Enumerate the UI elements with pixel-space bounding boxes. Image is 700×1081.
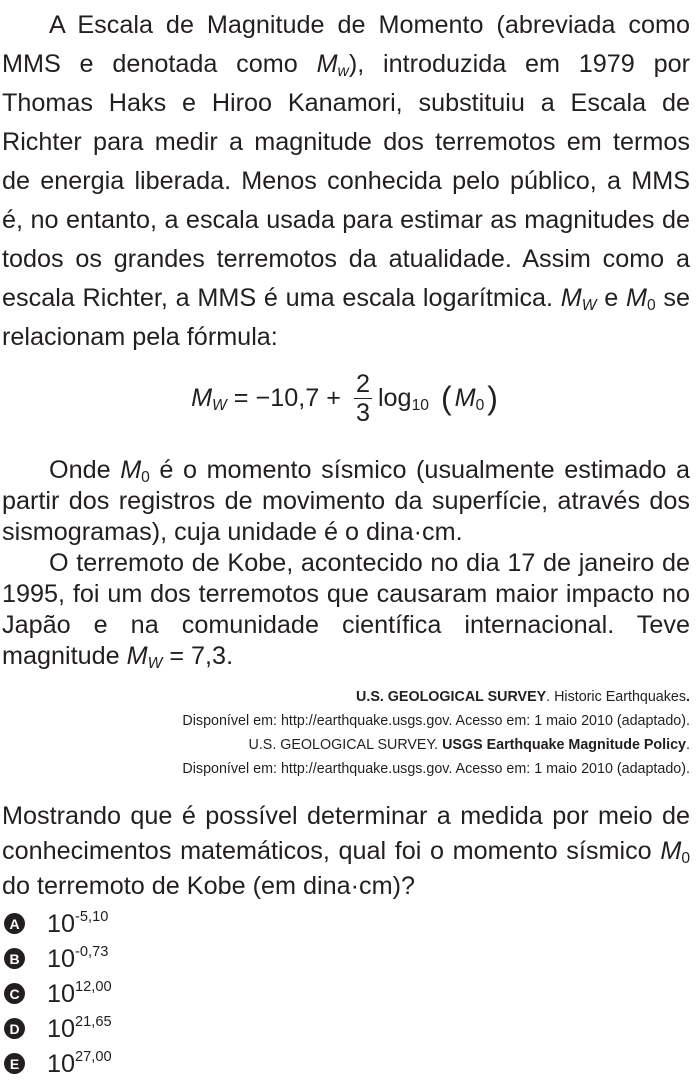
option-e-value: 10$^{27,00}$ [47,1048,112,1078]
mw-symbol: MW [126,642,163,673]
reference-line-1: U.S. GEOLOGICAL SURVEY. Historic Earthquakes. [356,689,690,705]
m0-symbol: M [120,456,142,484]
mw-symbol: MW [560,284,597,315]
magnitude-formula [2,359,690,437]
m0-symbol: M [660,837,682,865]
option-e[interactable] [2,1046,690,1081]
references [2,685,690,781]
formula-close-paren: ) [487,379,498,416]
formula-lhs: MW [191,383,227,414]
passage-paragraph-2: Onde M0 é o momento sísmico (usualmente estimado a partir dos registros de movimento da superfície, através dos sismogramas), cuja unidade é o dina·cm. [2,456,690,546]
m0-symbol: M [625,284,647,312]
passage-paragraph-3: O terremoto de Kobe, acontecido no dia 17 de janeiro de 1995, foi um dos terremotos que causaram maior impacto no Japão e na comunidade científica internacional. Teve magnitude MW = 7,3. [2,549,690,673]
reference-line-4: Disponível em: http://earthquake.usgs.gov. Acesso em: 1 maio 2010 (adaptado). [182,761,690,777]
fraction-numerator: 2 [355,369,370,398]
option-d-letter-badge: D [4,1018,25,1039]
option-b-letter-badge: B [4,948,25,969]
formula-log: log10 [377,383,429,414]
answer-options [2,906,690,1081]
option-b[interactable] [2,941,690,976]
question-stem: Mostrando que é possível determinar a medida por meio de conhecimentos matemáticos, qual foi o momento sísmico M0 do terremoto de Kobe (em dina·cm)? [2,802,690,900]
option-b-value: $10^{-0,73}$ [47,943,109,973]
option-d-value: 10$^{21,65}$ [47,1013,112,1043]
option-e-letter-badge: E [4,1053,25,1074]
option-c-letter-badge: C [4,983,25,1004]
reference-line-2: Disponível em: http://earthquake.usgs.gov. Acesso em: 1 maio 2010 (adaptado). [182,713,690,729]
formula-constant: = −10,7 + [226,383,348,412]
question-page [2,6,690,1081]
option-a[interactable] [2,906,690,941]
reference-line-3: U.S. GEOLOGICAL SURVEY. USGS Earthquake Magnitude Policy. [248,737,690,753]
formula-open-paren: ( [440,379,452,416]
passage-paragraph-1: A Escala de Magnitude de Momento (abreviada como MMS e denotada como Mw), introduzida em 1979 por Thomas Haks e Hiroo Kanamori, substituiu a Escala de Richter para medir a magnitude dos terremotos em termos de energia liberada. Menos conhecida pelo público, a MMS é, no entanto, a escala usada para estimar as magnitudes de todos os grandes terremotos da atualidade. Assim como a escala Richter, a MMS é uma escala logarítmica. MW e M0 se relacionam pela fórmula: [2,11,690,351]
option-c-value: 10$^{12,00}$ [47,978,112,1008]
option-a-letter-badge: A [4,913,25,934]
formula-argument: M0 [454,383,485,414]
option-c[interactable] [2,976,690,1011]
option-d[interactable] [2,1011,690,1046]
mw-symbol: Mw [316,50,349,81]
fraction-denominator: 3 [355,398,370,427]
formula-fraction [354,370,372,427]
option-a-value: $10^{-5,10}$ [47,908,109,938]
